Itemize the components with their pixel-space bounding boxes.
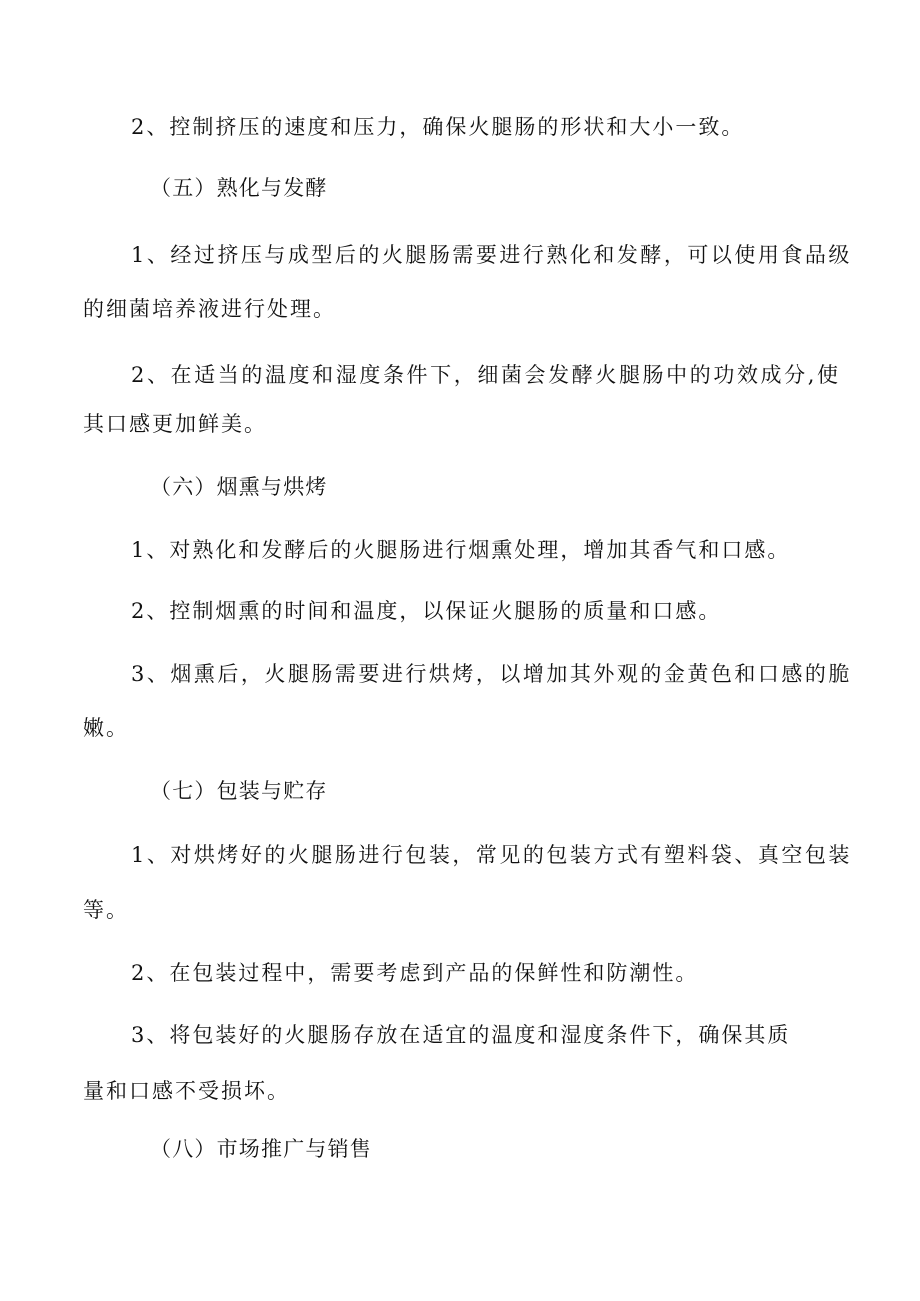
paragraph-line: 嫩。 [83, 716, 129, 740]
paragraph-line: 等。 [83, 898, 129, 922]
paragraph-line: 其口感更加鲜美。 [83, 412, 267, 436]
section-heading: （五）熟化与发酵 [150, 176, 328, 200]
paragraph-line: 2、在适当的温度和湿度条件下，细菌会发酵火腿肠中的功效成分,使 [131, 363, 841, 387]
paragraph-line: 2、控制烟熏的时间和温度，以保证火腿肠的质量和口感。 [131, 599, 722, 623]
paragraph-line: 2、控制挤压的速度和压力，确保火腿肠的形状和大小一致。 [131, 115, 745, 139]
section-heading: （六）烟熏与烘烤 [150, 475, 328, 499]
paragraph-line: 的细菌培养液进行处理。 [83, 297, 336, 321]
paragraph-line: 1、对烘烤好的火腿肠进行包装，常见的包装方式有塑料袋、真空包装 [131, 843, 852, 867]
paragraph-line: 3、烟熏后，火腿肠需要进行烘烤，以增加其外观的金黄色和口感的脆 [131, 662, 852, 686]
section-heading: （八）市场推广与销售 [150, 1137, 372, 1161]
paragraph-line: 3、将包装好的火腿肠存放在适宜的温度和湿度条件下，确保其质 [131, 1023, 791, 1047]
paragraph-line: 量和口感不受损坏。 [83, 1079, 290, 1103]
paragraph-line: 1、对熟化和发酵后的火腿肠进行烟熏处理，增加其香气和口感。 [131, 538, 791, 562]
section-heading: （七）包装与贮存 [150, 779, 328, 803]
paragraph-line: 2、在包装过程中，需要考虑到产品的保鲜性和防潮性。 [131, 961, 699, 985]
paragraph-line: 1、经过挤压与成型后的火腿肠需要进行熟化和发酵，可以使用食品级 [131, 243, 852, 267]
